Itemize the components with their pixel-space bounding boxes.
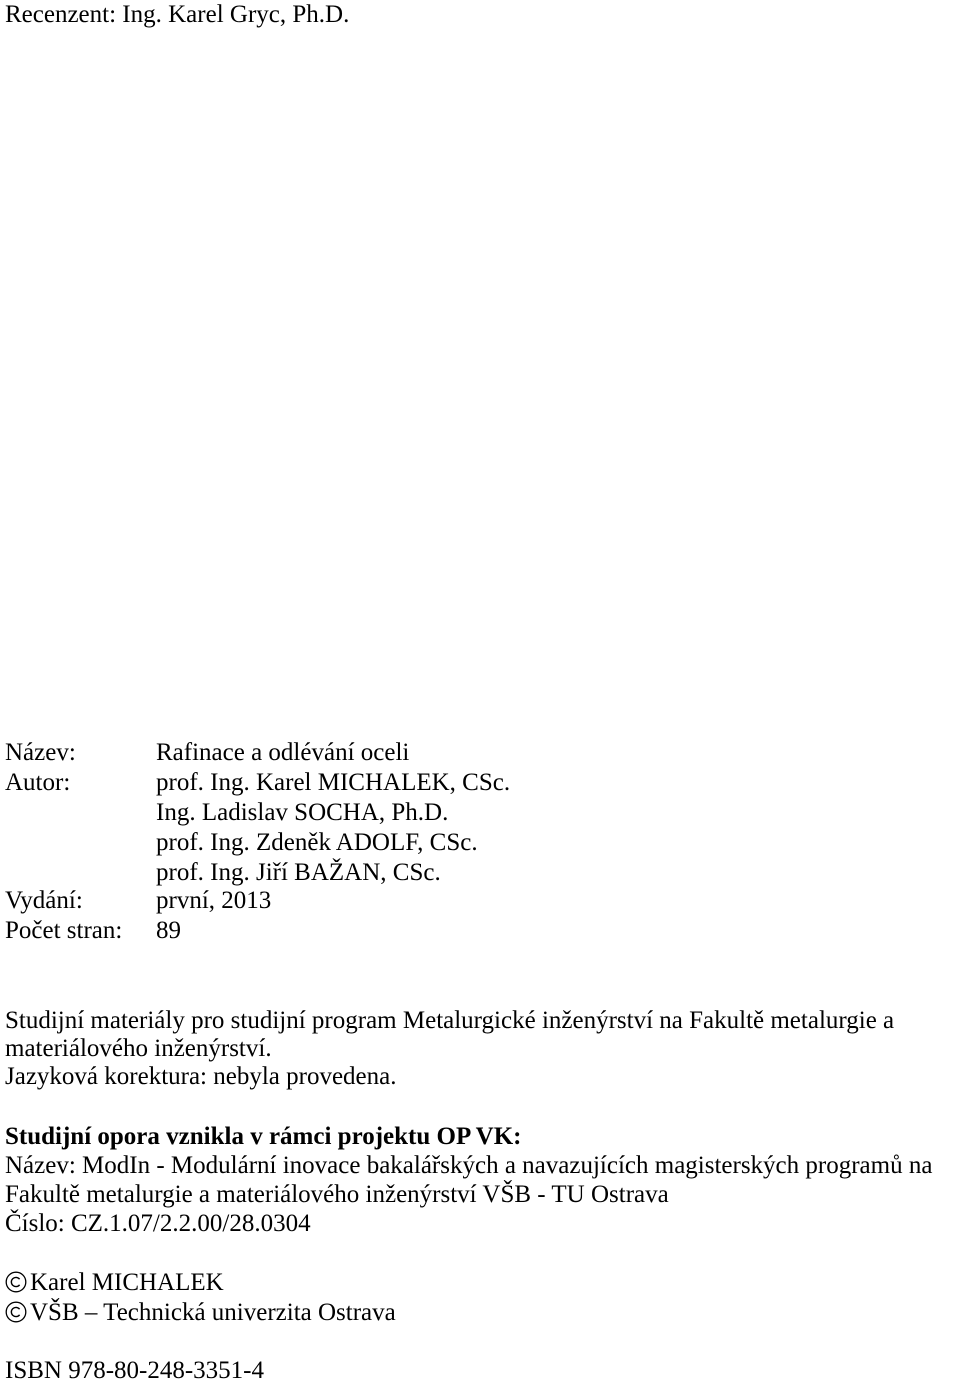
pages-label: Počet stran: <box>5 917 123 944</box>
copyright-icon <box>5 1271 27 1293</box>
project-name-line-1: Název: ModIn - Modulární inovace bakalářských a navazujících magisterských programů na <box>5 1152 933 1179</box>
description-line-2: materiálového inženýrství. <box>5 1035 272 1062</box>
description-line-1: Studijní materiály pro studijní program Metalurgické inženýrství na Fakultě metalurgie a <box>5 1007 895 1034</box>
title-label: Název: <box>5 739 76 766</box>
copyright-holder-1: Karel MICHALEK <box>30 1269 224 1296</box>
title-value: Rafinace a odlévání oceli <box>156 739 410 766</box>
copyright-line-1 <box>5 1270 224 1295</box>
edition-label: Vydání: <box>5 887 83 914</box>
proofreading-line: Jazyková korektura: nebyla provedena. <box>5 1063 397 1090</box>
project-heading: Studijní opora vznikla v rámci projektu OP VK: <box>5 1123 522 1150</box>
reviewer-line: Recenzent: Ing. Karel Gryc, Ph.D. <box>5 1 350 28</box>
copyright-line-2 <box>5 1300 396 1325</box>
author-2: Ing. Ladislav SOCHA, Ph.D. <box>156 799 449 826</box>
author-3: prof. Ing. Zdeněk ADOLF, CSc. <box>156 829 478 856</box>
author-4: prof. Ing. Jiří BAŽAN, CSc. <box>156 859 441 886</box>
project-number: Číslo: CZ.1.07/2.2.00/28.0304 <box>5 1210 311 1237</box>
pages-value: 89 <box>156 917 181 944</box>
copyright-holder-2: VŠB – Technická univerzita Ostrava <box>30 1299 396 1326</box>
project-name-line-2: Fakultě metalurgie a materiálového inženýrství VŠB - TU Ostrava <box>5 1181 669 1208</box>
author-1: prof. Ing. Karel MICHALEK, CSc. <box>156 769 511 796</box>
isbn: ISBN 978-80-248-3351-4 <box>5 1357 265 1384</box>
edition-value: první, 2013 <box>156 887 272 914</box>
copyright-icon <box>5 1301 27 1323</box>
author-label: Autor: <box>5 769 71 796</box>
